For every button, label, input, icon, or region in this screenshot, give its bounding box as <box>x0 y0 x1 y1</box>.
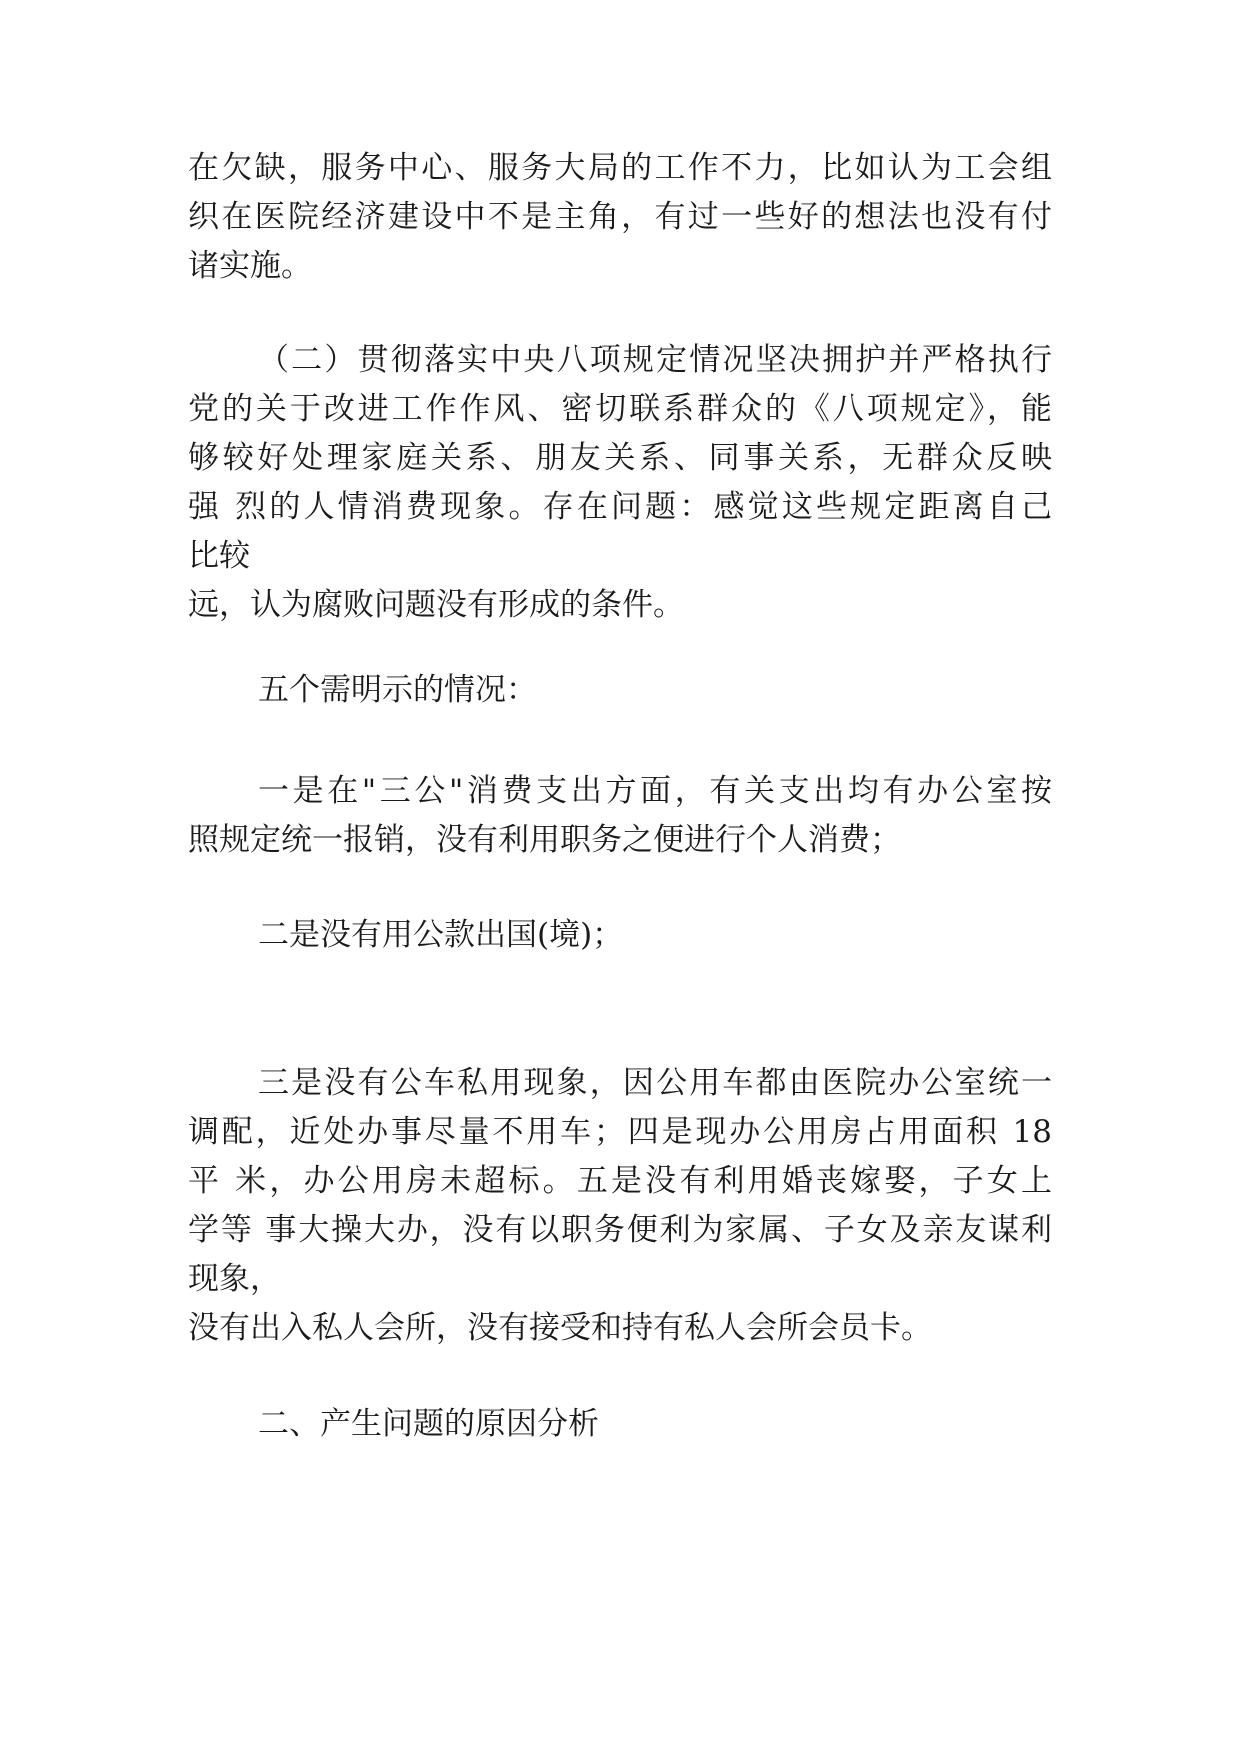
paragraph-line: 现象， <box>188 1261 281 1297</box>
paragraph-line: 调配，近处办事尽量不用车；四是现办公用房占用面积 18 <box>188 1114 1052 1150</box>
paragraph-line: 在欠缺，服务中心、服务大局的工作不力，比如认为工会组 <box>188 150 1052 186</box>
paragraph-line: 没有出入私人会所，没有接受和持有私人会所会员卡。 <box>188 1310 932 1346</box>
paragraph-line: 诸实施。 <box>188 248 312 284</box>
paragraph-2 <box>188 336 1052 630</box>
paragraph-line: 够较好处理家庭关系、朋友关系、同事关系，无群众反映 <box>188 440 1052 476</box>
section-heading <box>188 1400 1052 1449</box>
paragraph-line: 比较 <box>188 538 250 574</box>
paragraph-1 <box>188 144 1052 291</box>
paragraph-line: 远，认为腐败问题没有形成的条件。 <box>188 587 684 623</box>
paragraph-6 <box>188 1059 1052 1353</box>
paragraph-3 <box>188 666 1052 715</box>
paragraph-line: 强 烈的人情消费现象。存在问题：感觉这些规定距离自己 <box>188 489 1052 525</box>
paragraph-line: 学等 事大操大办，没有以职务便利为家属、子女及亲友谋利 <box>188 1212 1052 1248</box>
paragraph-line: （二）贯彻落实中央八项规定情况坚决拥护并严格执行 <box>258 342 1052 378</box>
paragraph-line: 照规定统一报销，没有利用职务之便进行个人消费； <box>188 822 901 858</box>
paragraph-line: 织在医院经济建设中不是主角，有过一些好的想法也没有付 <box>188 199 1052 235</box>
paragraph-line: 二、产生问题的原因分析 <box>258 1406 599 1442</box>
paragraph-5 <box>188 911 1052 960</box>
paragraph-line: 二是没有用公款出国(境)； <box>258 917 624 953</box>
paragraph-line: 平 米，办公用房未超标。五是没有利用婚丧嫁娶，子女上 <box>188 1163 1052 1199</box>
paragraph-line: 三是没有公车私用现象，因公用车都由医院办公室统一 <box>258 1065 1052 1101</box>
paragraph-line: 党的关于改进工作作风、密切联系群众的《八项规定》，能 <box>188 391 1052 427</box>
paragraph-4 <box>188 767 1052 865</box>
paragraph-line: 一是在"三公"消费支出方面，有关支出均有办公室按 <box>258 773 1052 809</box>
paragraph-line: 五个需明示的情况： <box>258 672 537 708</box>
